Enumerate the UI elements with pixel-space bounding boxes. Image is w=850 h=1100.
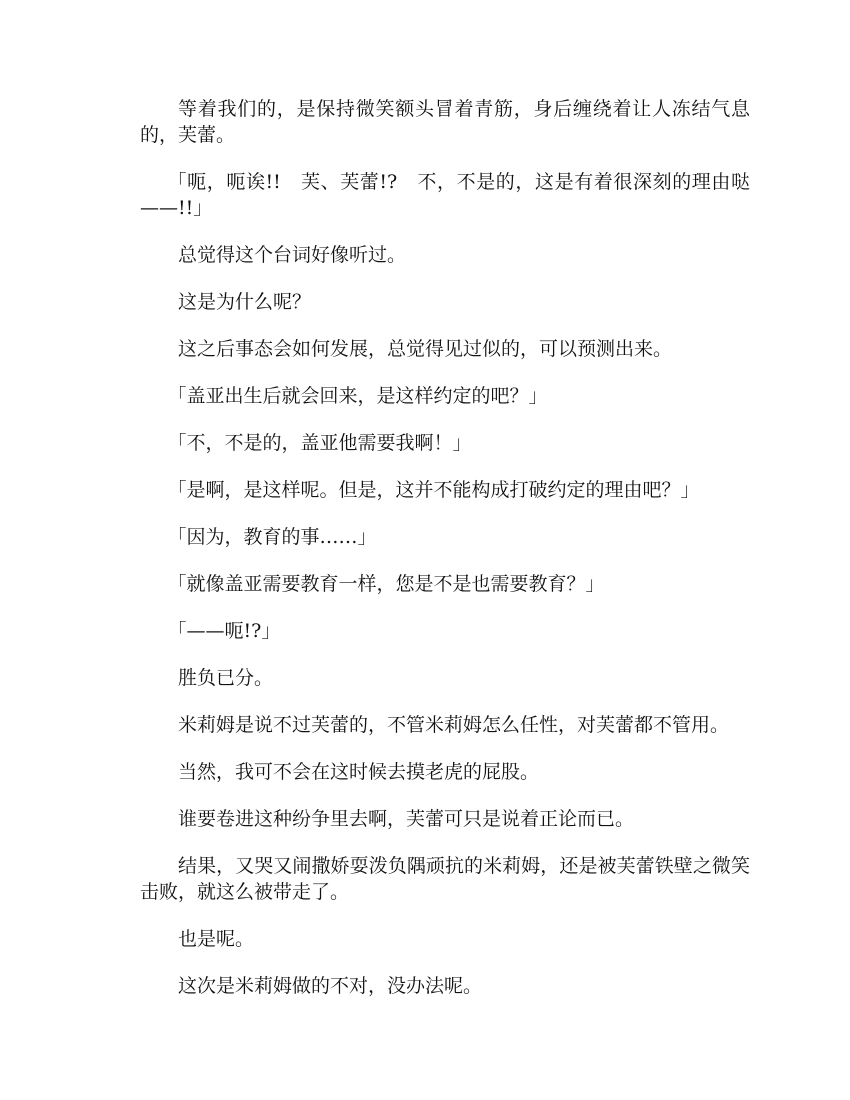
- paragraph-12: 胜负已分。: [178, 667, 274, 689]
- paragraph-3: 总觉得这个台词好像听过。: [178, 244, 407, 266]
- paragraph-14: 当然，我可不会在这时候去摸老虎的屁股。: [178, 761, 540, 783]
- body-text: [140, 96, 750, 1020]
- paragraph-11: 「——呃!?」: [167, 620, 281, 642]
- paragraph-2: 「呃，呃诶!! 芙、芙蕾!? 不，不是的，这是有着很深刻的理由哒——!!」: [140, 171, 750, 219]
- paragraph-18: 这次是米莉姆做的不对，没办法呢。: [178, 975, 483, 997]
- paragraph-6: 「盖亚出生后就会回来，是这样约定的吧？」: [167, 385, 548, 407]
- paragraph-1: 等着我们的，是保持微笑额头冒着青筋，身后缠绕着让人冻结气息的，芙蕾。: [140, 98, 750, 146]
- paragraph-5: 这之后事态会如何发展，总觉得见过似的，可以预测出来。: [178, 338, 673, 360]
- paragraph-13: 米莉姆是说不过芙蕾的，不管米莉姆怎么任性，对芙蕾都不管用。: [178, 714, 730, 736]
- paragraph-8: 「是啊，是这样呢。但是，这并不能构成打破约定的理由吧？」: [167, 479, 700, 501]
- paragraph-4: 这是为什么呢？: [178, 291, 312, 313]
- paragraph-16: 结果，又哭又闹撒娇耍泼负隅顽抗的米莉姆，还是被芙蕾铁壁之微笑击败，就这么被带走了。: [140, 855, 750, 903]
- paragraph-9: 「因为，教育的事……」: [167, 526, 377, 548]
- paragraph-10: 「就像盖亚需要教育一样，您是不是也需要教育？」: [167, 573, 605, 595]
- paragraph-7: 「不，不是的，盖亚他需要我啊！」: [167, 432, 472, 454]
- paragraph-17: 也是呢。: [178, 928, 255, 950]
- paragraph-15: 谁要卷进这种纷争里去啊，芙蕾可只是说着正论而已。: [178, 808, 635, 830]
